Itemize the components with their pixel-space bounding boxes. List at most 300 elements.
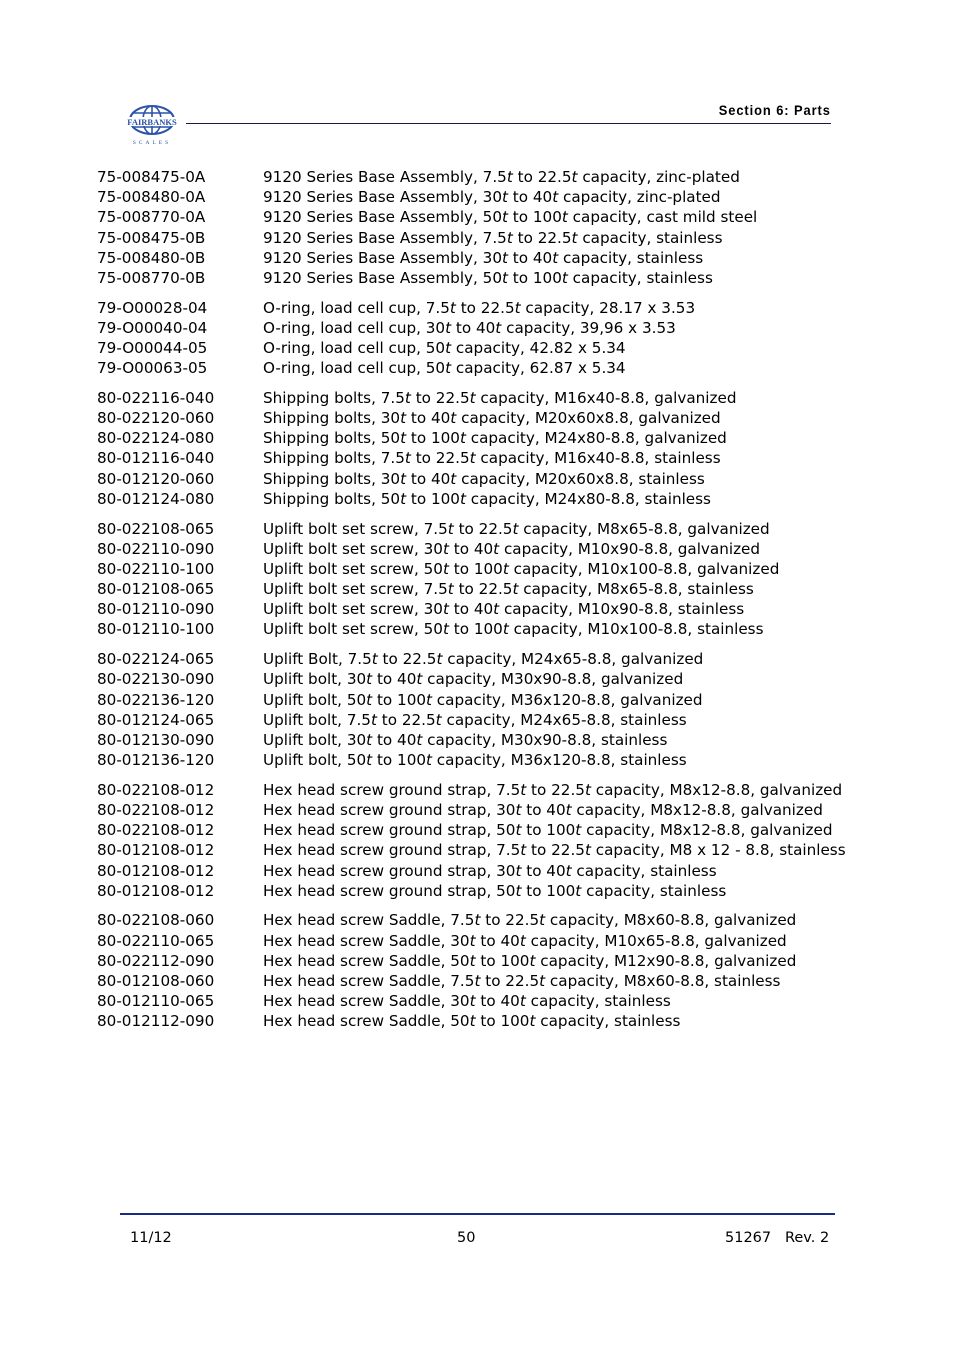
description-text: to 100: [406, 429, 460, 448]
tonne-unit: t: [575, 881, 582, 900]
part-number: 80-012110-090: [97, 600, 215, 619]
tonne-unit: t: [370, 710, 377, 729]
description-text: capacity, stainless: [577, 228, 723, 247]
tonne-unit: t: [561, 208, 568, 227]
part-description: [263, 167, 740, 187]
tonne-unit: t: [445, 318, 452, 337]
description-text: to 22.5: [455, 298, 515, 317]
part-number: 80-012112-090: [97, 1012, 215, 1031]
part-number: 80-022108-060: [97, 911, 215, 930]
description-text: capacity, M24x80-8.8, stainless: [465, 489, 711, 508]
part-description: [263, 338, 626, 358]
description-text: capacity, M24x65-8.8, galvanized: [442, 650, 704, 669]
description-text: to 22.5: [377, 650, 437, 669]
description-text: capacity, M8 x 12 - 8.8, stainless: [590, 841, 846, 860]
part-row: [97, 248, 917, 268]
description-text: Uplift bolt, 50: [263, 751, 367, 770]
description-text: capacity, M8x65-8.8, stainless: [518, 580, 754, 599]
tonne-unit: t: [469, 931, 476, 950]
part-number: 75-008480-0A: [97, 188, 206, 207]
description-text: to 40: [451, 318, 496, 337]
part-number: 80-022110-090: [97, 539, 215, 558]
part-number: 80-012124-065: [97, 710, 215, 729]
tonne-unit: t: [445, 339, 452, 357]
part-number: 80-022124-065: [97, 650, 215, 669]
part-description: [263, 861, 717, 881]
part-number: 80-022136-120: [97, 690, 215, 709]
tonne-unit: t: [469, 992, 476, 1011]
section-title: Section 6: Parts: [718, 102, 831, 118]
part-description: [263, 669, 683, 689]
tonne-unit: t: [515, 861, 522, 880]
part-number: 80-022110-065: [97, 931, 215, 950]
part-number: 80-012110-100: [97, 620, 215, 639]
part-number: 80-022116-040: [97, 388, 215, 407]
tonne-unit: t: [565, 800, 572, 819]
description-text: 9120 Series Base Assembly, 50: [263, 208, 503, 227]
logo-text: FAIRBANKS: [127, 117, 177, 127]
tonne-unit: t: [512, 580, 519, 599]
part-number: 79-O00063-05: [97, 359, 208, 378]
tonne-unit: t: [436, 650, 443, 669]
tonne-unit: t: [366, 690, 373, 709]
part-row: [97, 489, 917, 509]
part-description: [263, 519, 770, 539]
description-text: to 40: [448, 539, 494, 558]
part-row: [97, 931, 917, 951]
description-text: to 40: [507, 188, 553, 207]
part-row: [97, 820, 917, 840]
part-row: [97, 228, 917, 248]
part-row: [97, 298, 917, 318]
description-text: capacity, M10x100-8.8, stainless: [508, 620, 764, 639]
part-number: 80-012124-080: [97, 489, 215, 508]
description-text: capacity, M10x90-8.8, stainless: [499, 600, 745, 619]
description-text: Hex head screw ground strap, 50: [263, 821, 516, 840]
logo-subtext: SCALES: [132, 140, 172, 146]
tonne-unit: t: [416, 730, 423, 749]
tonne-unit: t: [515, 821, 522, 840]
description-text: 9120 Series Base Assembly, 30: [263, 248, 503, 267]
tonne-unit: t: [404, 449, 411, 468]
tonne-unit: t: [442, 600, 449, 619]
part-description: [263, 207, 757, 227]
description-text: to 100: [448, 559, 503, 578]
description-text: O-ring, load cell cup, 50: [263, 339, 446, 357]
part-description: [263, 800, 823, 820]
description-text: O-ring, load cell cup, 7.5: [263, 298, 450, 317]
description-text: Hex head screw ground strap, 30: [263, 861, 516, 880]
tonne-unit: t: [442, 539, 449, 558]
tonne-unit: t: [416, 670, 423, 689]
part-row: [97, 861, 917, 881]
description-text: capacity, stainless: [558, 248, 704, 267]
tonne-unit: t: [442, 559, 449, 578]
tonne-unit: t: [400, 409, 407, 428]
description-text: to 40: [475, 992, 520, 1011]
tonne-unit: t: [561, 268, 568, 287]
tonne-unit: t: [515, 800, 522, 819]
part-number: 80-012136-120: [97, 751, 215, 770]
tonne-unit: t: [529, 1012, 536, 1031]
tonne-unit: t: [571, 228, 578, 247]
tonne-unit: t: [371, 650, 378, 669]
part-description: [263, 469, 705, 489]
part-description: [263, 448, 721, 468]
part-number: 75-008770-0B: [97, 268, 206, 287]
description-text: Uplift bolt, 30: [263, 730, 367, 749]
part-number: 80-022130-090: [97, 670, 215, 689]
tonne-unit: t: [400, 429, 407, 448]
tonne-unit: t: [552, 248, 559, 267]
part-row: [97, 408, 917, 428]
part-description: [263, 690, 703, 710]
tonne-unit: t: [584, 780, 591, 799]
part-description: [263, 599, 744, 619]
tonne-unit: t: [474, 971, 481, 990]
description-text: O-ring, load cell cup, 50: [263, 359, 446, 378]
part-row: [97, 780, 917, 800]
part-number: 75-008770-0A: [97, 208, 206, 227]
description-text: Uplift bolt set screw, 50: [263, 559, 443, 578]
part-row: [97, 318, 917, 338]
part-number: 80-012108-060: [97, 971, 215, 990]
description-text: to 22.5: [512, 168, 572, 186]
description-text: Shipping bolts, 30: [263, 469, 401, 488]
description-text: to 40: [521, 861, 566, 880]
description-text: to 22.5: [410, 388, 470, 407]
description-text: capacity, M30x90-8.8, galvanized: [422, 670, 684, 689]
tonne-unit: t: [426, 690, 432, 709]
part-description: [263, 619, 763, 639]
part-description: [263, 649, 703, 669]
part-description: [263, 408, 721, 428]
part-row: [97, 268, 917, 288]
tonne-unit: t: [400, 489, 407, 508]
description-text: Uplift bolt, 7.5: [263, 710, 371, 729]
tonne-unit: t: [474, 911, 481, 930]
parts-group: [97, 388, 917, 509]
description-text: to 40: [406, 409, 451, 428]
part-row: [97, 669, 917, 689]
part-description: [263, 991, 671, 1011]
tonne-unit: t: [435, 710, 442, 729]
description-text: capacity, M8x60-8.8, galvanized: [545, 911, 797, 930]
description-text: Hex head screw ground strap, 7.5: [263, 780, 521, 799]
description-text: capacity, stainless: [571, 861, 717, 880]
description-text: capacity, 39,96 x 3.53: [501, 318, 676, 337]
description-text: to 40: [406, 469, 451, 488]
globe-logo-icon: [121, 104, 183, 148]
part-description: [263, 820, 833, 840]
part-description: [263, 730, 667, 750]
description-text: Uplift bolt set screw, 50: [263, 620, 443, 639]
tonne-unit: t: [506, 168, 513, 186]
description-text: Uplift bolt set screw, 7.5: [263, 580, 448, 599]
description-text: to 100: [521, 881, 576, 900]
tonne-unit: t: [506, 228, 513, 247]
description-text: to 22.5: [453, 580, 513, 599]
tonne-unit: t: [445, 359, 452, 378]
description-text: Hex head screw Saddle, 50: [263, 951, 470, 970]
part-row: [97, 358, 917, 378]
part-number: 80-012120-060: [97, 469, 215, 488]
part-row: [97, 338, 917, 358]
part-row: [97, 187, 917, 207]
parts-group: [97, 519, 917, 640]
tonne-unit: t: [366, 670, 373, 689]
description-text: capacity, M36x120-8.8, galvanized: [431, 690, 703, 709]
description-text: to 22.5: [410, 449, 470, 468]
part-number: 75-008475-0B: [97, 228, 206, 247]
part-number: 80-012108-012: [97, 881, 215, 900]
description-text: capacity, stainless: [535, 1012, 681, 1031]
part-row: [97, 991, 917, 1011]
fairbanks-logo: [121, 104, 183, 148]
tonne-unit: t: [426, 751, 432, 770]
description-text: capacity, M8x65-8.8, galvanized: [518, 519, 770, 538]
description-text: capacity, zinc-plated: [558, 188, 721, 207]
part-number: 80-012108-012: [97, 861, 215, 880]
description-text: 9120 Series Base Assembly, 7.5: [263, 168, 507, 186]
description-text: to 40: [372, 730, 417, 749]
tonne-unit: t: [495, 318, 502, 337]
parts-group: [97, 649, 917, 770]
description-text: to 22.5: [526, 841, 585, 860]
description-text: capacity, M16x40-8.8, stainless: [475, 449, 721, 468]
part-description: [263, 710, 687, 730]
description-text: Uplift bolt, 30: [263, 670, 367, 689]
description-text: to 100: [521, 821, 576, 840]
part-row: [97, 469, 917, 489]
part-description: [263, 268, 713, 288]
part-row: [97, 167, 917, 187]
part-description: [263, 298, 695, 318]
part-description: [263, 187, 721, 207]
parts-group: [97, 780, 917, 901]
tonne-unit: t: [366, 751, 373, 770]
description-text: capacity, M12x90-8.8, galvanized: [535, 951, 797, 970]
part-row: [97, 750, 917, 770]
tonne-unit: t: [366, 730, 373, 749]
description-text: to 40: [372, 670, 417, 689]
part-description: [263, 750, 687, 770]
part-row: [97, 800, 917, 820]
part-description: [263, 910, 796, 930]
part-number: 80-012108-065: [97, 580, 215, 599]
parts-list: [97, 167, 917, 1041]
part-description: [263, 579, 754, 599]
description-text: capacity, M24x65-8.8, stainless: [441, 710, 687, 729]
tonne-unit: t: [520, 841, 527, 860]
part-description: [263, 388, 736, 408]
description-text: to 100: [507, 268, 562, 287]
parts-group: [97, 298, 917, 379]
description-text: capacity, M8x12-8.8, galvanized: [571, 800, 823, 819]
description-text: Hex head screw ground strap, 7.5: [263, 841, 521, 860]
part-number: 80-022108-012: [97, 780, 215, 799]
part-number: 80-012110-065: [97, 992, 215, 1011]
footer-rule: [120, 1213, 835, 1215]
tonne-unit: t: [502, 620, 509, 639]
description-text: capacity, M8x60-8.8, stainless: [545, 971, 781, 990]
part-description: [263, 931, 787, 951]
part-row: [97, 388, 917, 408]
description-text: Hex head screw Saddle, 50: [263, 1012, 470, 1031]
description-text: to 40: [507, 248, 553, 267]
description-text: Uplift Bolt, 7.5: [263, 650, 372, 669]
description-text: to 40: [521, 800, 566, 819]
description-text: to 22.5: [512, 228, 572, 247]
part-row: [97, 619, 917, 639]
tonne-unit: t: [450, 409, 457, 428]
tonne-unit: t: [400, 469, 407, 488]
tonne-unit: t: [459, 489, 466, 508]
description-text: Hex head screw ground strap, 30: [263, 800, 516, 819]
description-text: to 100: [372, 690, 427, 709]
tonne-unit: t: [519, 931, 526, 950]
tonne-unit: t: [539, 971, 546, 990]
tonne-unit: t: [514, 298, 521, 317]
part-row: [97, 710, 917, 730]
description-text: Uplift bolt set screw, 30: [263, 600, 443, 619]
description-text: capacity, M10x90-8.8, galvanized: [499, 539, 761, 558]
description-text: capacity, M36x120-8.8, stainless: [431, 751, 687, 770]
description-text: capacity, M10x65-8.8, galvanized: [525, 931, 787, 950]
tonne-unit: t: [493, 600, 500, 619]
part-row: [97, 1011, 917, 1031]
part-row: [97, 559, 917, 579]
tonne-unit: t: [552, 188, 559, 207]
description-text: to 22.5: [453, 519, 513, 538]
part-row: [97, 599, 917, 619]
description-text: to 40: [475, 931, 520, 950]
part-description: [263, 248, 703, 268]
part-number: 79-O00028-04: [97, 298, 208, 317]
header-rule: [186, 123, 831, 124]
part-description: [263, 358, 626, 378]
part-number: 79-O00044-05: [97, 339, 208, 357]
description-text: capacity, M10x100-8.8, galvanized: [508, 559, 780, 578]
description-text: capacity, zinc-plated: [577, 168, 740, 186]
description-text: Hex head screw Saddle, 7.5: [263, 971, 475, 990]
part-description: [263, 539, 760, 559]
part-number: 80-022108-065: [97, 519, 215, 538]
description-text: to 22.5: [526, 780, 585, 799]
part-row: [97, 910, 917, 930]
tonne-unit: t: [502, 188, 508, 207]
part-description: [263, 428, 727, 448]
description-text: to 100: [406, 489, 460, 508]
part-description: [263, 840, 846, 860]
part-number: 80-022110-100: [97, 559, 215, 578]
part-number: 80-022108-012: [97, 821, 215, 840]
part-number: 80-022108-012: [97, 800, 215, 819]
tonne-unit: t: [459, 429, 466, 448]
description-text: capacity, M16x40-8.8, galvanized: [475, 388, 737, 407]
tonne-unit: t: [404, 388, 411, 407]
description-text: to 22.5: [480, 911, 540, 930]
tonne-unit: t: [469, 1012, 476, 1031]
description-text: to 100: [475, 951, 530, 970]
part-description: [263, 971, 780, 991]
description-text: to 22.5: [480, 971, 540, 990]
description-text: Hex head screw Saddle, 30: [263, 992, 470, 1011]
doc-revision: 51267 Rev. 2: [725, 1230, 830, 1246]
part-row: [97, 730, 917, 750]
part-row: [97, 207, 917, 227]
part-number: 80-012116-040: [97, 449, 215, 468]
tonne-unit: t: [450, 469, 457, 488]
tonne-unit: t: [469, 951, 476, 970]
tonne-unit: t: [469, 388, 476, 407]
part-row: [97, 840, 917, 860]
description-text: Hex head screw Saddle, 30: [263, 931, 470, 950]
description-text: to 100: [475, 1012, 530, 1031]
description-text: to 40: [448, 600, 494, 619]
description-text: 9120 Series Base Assembly, 50: [263, 268, 503, 287]
description-text: 9120 Series Base Assembly, 30: [263, 188, 503, 207]
description-text: Shipping bolts, 7.5: [263, 449, 405, 468]
description-text: capacity, M20x60x8.8, galvanized: [456, 409, 721, 428]
description-text: Uplift bolt, 50: [263, 690, 367, 709]
part-row: [97, 579, 917, 599]
page-number: 50: [457, 1230, 476, 1246]
description-text: to 100: [372, 751, 427, 770]
tonne-unit: t: [515, 881, 522, 900]
description-text: O-ring, load cell cup, 30: [263, 318, 446, 337]
description-text: capacity, stainless: [525, 992, 671, 1011]
description-text: capacity, stainless: [581, 881, 727, 900]
description-text: Hex head screw ground strap, 50: [263, 881, 516, 900]
description-text: capacity, M24x80-8.8, galvanized: [465, 429, 727, 448]
description-text: capacity, M8x12-8.8, galvanized: [590, 780, 843, 799]
tonne-unit: t: [520, 780, 527, 799]
description-text: capacity, 42.82 x 5.34: [451, 339, 626, 357]
description-text: to 100: [448, 620, 503, 639]
tonne-unit: t: [575, 821, 582, 840]
part-row: [97, 519, 917, 539]
part-number: 79-O00040-04: [97, 318, 208, 337]
description-text: Hex head screw Saddle, 7.5: [263, 911, 475, 930]
part-description: [263, 318, 676, 338]
tonne-unit: t: [529, 951, 536, 970]
description-text: capacity, M20x60x8.8, stainless: [456, 469, 705, 488]
tonne-unit: t: [502, 268, 508, 287]
tonne-unit: t: [512, 519, 519, 538]
description-text: Shipping bolts, 7.5: [263, 388, 405, 407]
part-description: [263, 559, 779, 579]
tonne-unit: t: [449, 298, 456, 317]
part-description: [263, 881, 726, 901]
tonne-unit: t: [502, 248, 508, 267]
part-row: [97, 448, 917, 468]
description-text: capacity, M8x12-8.8, galvanized: [581, 821, 833, 840]
part-number: 80-012108-012: [97, 841, 215, 860]
part-description: [263, 228, 723, 248]
parts-group: [97, 167, 917, 288]
description-text: to 100: [507, 208, 562, 227]
tonne-unit: t: [442, 620, 449, 639]
description-text: capacity, stainless: [567, 268, 713, 287]
part-number: 80-022124-080: [97, 429, 215, 448]
tonne-unit: t: [502, 559, 509, 578]
tonne-unit: t: [571, 168, 578, 186]
tonne-unit: t: [447, 580, 454, 599]
description-text: to 22.5: [376, 710, 436, 729]
part-description: [263, 489, 711, 509]
part-number: 80-012130-090: [97, 730, 215, 749]
